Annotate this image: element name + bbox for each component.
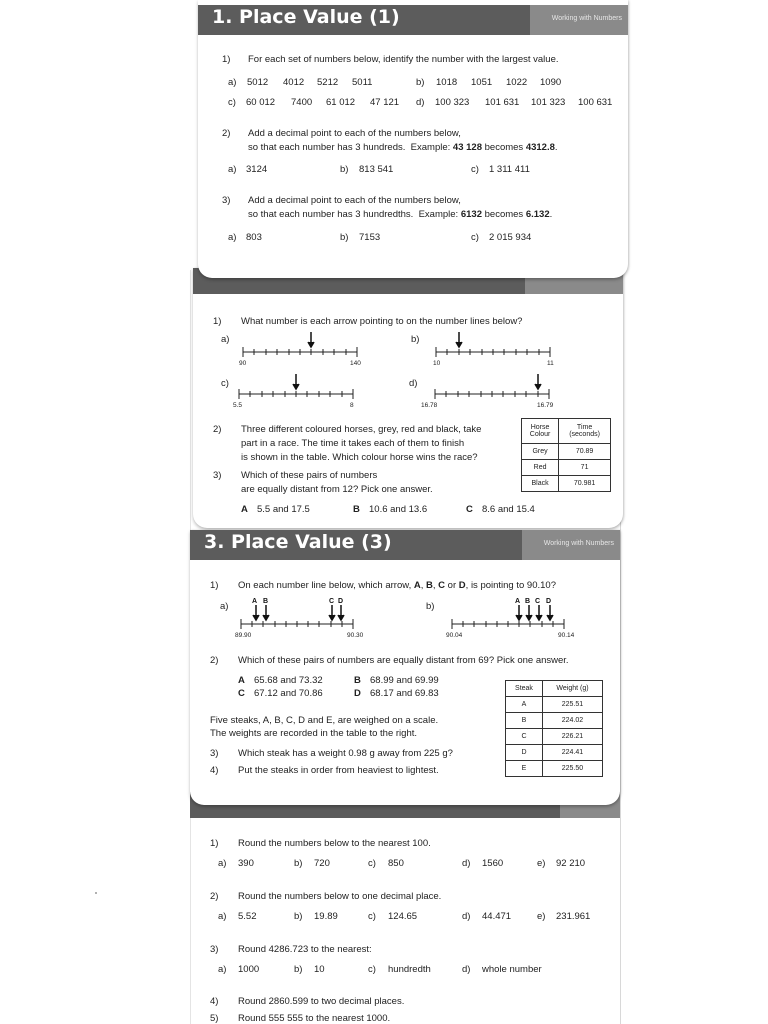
question-number: 1)	[213, 316, 222, 327]
arrow-label: B	[263, 598, 269, 605]
item-label: a)	[228, 77, 237, 88]
letter: B	[426, 580, 433, 591]
item-label: d)	[462, 911, 471, 922]
question-text: are equally distant from 12? Pick one answer.	[241, 484, 433, 495]
question-text-end: is pointing to 90.10?	[470, 580, 556, 591]
end-label: 90.14	[558, 632, 575, 639]
question-text: so that each number has 3 hundredths. Example: 6132 becomes 6.132.	[248, 209, 553, 220]
question-number: 1)	[210, 838, 219, 849]
table-cell: 71	[559, 460, 611, 476]
item-value: 7400	[291, 97, 313, 108]
option-letter: A	[241, 504, 248, 515]
item-value: 1018	[436, 77, 458, 88]
section-title: 1. Place Value (1)	[212, 6, 400, 28]
item-value: 1560	[482, 858, 504, 869]
column-header: Horse Colour	[522, 419, 559, 444]
question-number: 4)	[210, 765, 219, 776]
table-cell: Red	[522, 460, 559, 476]
end-label: 90.30	[347, 632, 364, 639]
arrow-icon	[308, 332, 314, 347]
scan-speck	[95, 892, 97, 894]
item-value: 100 631	[578, 97, 613, 108]
letter: D	[458, 580, 466, 591]
arrow-icon	[535, 374, 541, 389]
column-header: Time (seconds)	[559, 419, 611, 444]
item-value: 3124	[246, 164, 268, 175]
item-label: a)	[218, 858, 227, 869]
question-number: 4)	[210, 996, 219, 1007]
item-value: 100 323	[435, 97, 470, 108]
table-cell: Black	[522, 476, 559, 492]
option-text: 67.12 and 70.86	[254, 688, 323, 699]
table-cell: 225.51	[542, 697, 602, 713]
question-text: so that each number has 3 hundreds. Example: 43 128 becomes 4312.8.	[248, 142, 558, 153]
question-text-start: On each number line below, which arrow,	[238, 580, 412, 591]
start-label: 10	[433, 360, 441, 367]
question-text: Which of these pairs of numbers are equally distant from 69? Pick one answer.	[238, 655, 569, 666]
number-line	[430, 330, 560, 370]
arrow-label: D	[546, 598, 552, 605]
item-value: 720	[314, 858, 330, 869]
steak-weights-table	[505, 680, 603, 777]
number-line	[237, 330, 367, 370]
section-tag: Working with Numbers	[543, 540, 614, 547]
number-line-axis	[452, 619, 564, 629]
item-value: 813 541	[359, 164, 394, 175]
table-row	[506, 697, 603, 713]
option-letter: A	[238, 675, 245, 686]
question-number: 3)	[210, 748, 219, 759]
section-header	[190, 530, 620, 560]
question-text: Round the numbers below to the nearest 100.	[238, 838, 431, 849]
section-title: 3. Place Value (3)	[204, 531, 392, 553]
number-line	[421, 372, 561, 412]
option-letter: B	[353, 504, 360, 515]
table-cell: Grey	[522, 444, 559, 460]
item-value: 101 631	[485, 97, 520, 108]
table-row	[506, 729, 603, 745]
example-value: 43 128	[452, 142, 482, 153]
item-label: b)	[294, 858, 303, 869]
table-cell: C	[506, 729, 543, 745]
question-text: Put the steaks in order from heaviest to lightest.	[238, 765, 439, 776]
question-number: 2)	[222, 128, 231, 139]
end-label: 11	[547, 360, 554, 367]
number-line	[233, 372, 363, 412]
section-card	[198, 0, 628, 278]
intro-text: The weights are recorded in the table to the right.	[210, 728, 418, 739]
arrow-label: B	[525, 598, 531, 605]
arrows	[253, 605, 344, 620]
number-line-axis	[435, 389, 549, 399]
table-cell: 224.02	[542, 713, 602, 729]
item-value: 44.471	[482, 911, 512, 922]
item-label: b)	[340, 164, 349, 175]
question-number: 3)	[222, 195, 231, 206]
example-value: 6132	[460, 209, 482, 220]
item-value: 61 012	[326, 97, 356, 108]
item-label: d)	[462, 964, 471, 975]
item-value: 5011	[352, 77, 373, 88]
item-value: hundredth	[388, 964, 431, 975]
item-value: 4012	[283, 77, 305, 88]
item-label: d)	[409, 378, 418, 389]
option-letter: D	[354, 688, 361, 699]
table-cell: E	[506, 761, 543, 777]
item-label: a)	[218, 964, 227, 975]
table-cell: 224.41	[542, 745, 602, 761]
start-label: 89.90	[235, 632, 252, 639]
question-text: On each number line below, which arrow, A, B, C or D, is pointing to 90.10?	[238, 580, 556, 591]
question-number: 3)	[210, 944, 219, 955]
intro-text: Five steaks, A, B, C, D and E, are weighed on a scale.	[210, 715, 439, 726]
option-text: 10.6 and 13.6	[369, 504, 428, 515]
question-text: Which steak has a weight 0.98 g away from 225 g?	[238, 748, 453, 759]
option-text: 5.5 and 17.5	[257, 504, 310, 515]
section-card	[193, 268, 623, 528]
table-cell: 226.21	[542, 729, 602, 745]
number-line	[235, 596, 365, 639]
item-value: 231.961	[556, 911, 591, 922]
table-row	[506, 761, 603, 777]
arrow-label: A	[252, 598, 258, 605]
item-label: e)	[537, 858, 546, 869]
item-label: a)	[221, 334, 230, 345]
question-text: What number is each arrow pointing to on the number lines below?	[241, 316, 523, 327]
section-card	[190, 530, 620, 805]
item-value: 10	[314, 964, 325, 975]
question-number: 1)	[222, 54, 231, 65]
arrow-label: C	[329, 598, 335, 605]
item-value: 92 210	[556, 858, 586, 869]
option-text: 68.17 and 69.83	[370, 688, 439, 699]
item-label: b)	[416, 77, 425, 88]
table-row	[506, 745, 603, 761]
number-line	[446, 596, 576, 639]
item-label: b)	[294, 964, 303, 975]
arrow-icon	[293, 374, 299, 389]
number-line-axis	[243, 347, 357, 357]
question-text: Round the numbers below to one decimal place.	[238, 891, 442, 902]
item-label: c)	[368, 911, 376, 922]
question-text: Add a decimal point to each of the numbers below,	[248, 195, 461, 206]
table-row	[506, 713, 603, 729]
arrow-icon	[456, 332, 462, 347]
item-value: 1022	[506, 77, 528, 88]
end-label: 16.79	[537, 402, 554, 409]
question-text: Three different coloured horses, grey, red and black, take	[241, 424, 482, 435]
question-text: Round 4286.723 to the nearest:	[238, 944, 372, 955]
question-number: 1)	[210, 580, 219, 591]
arrow-label: A	[515, 598, 521, 605]
number-line-axis	[436, 347, 550, 357]
item-value: 19.89	[314, 911, 338, 922]
item-label: e)	[537, 911, 546, 922]
item-value: 1090	[540, 77, 562, 88]
end-label: 8	[350, 402, 354, 409]
table-header-row	[506, 681, 603, 697]
question-text: For each set of numbers below, identify the number with the largest value.	[248, 54, 559, 65]
option-text: 8.6 and 15.4	[482, 504, 535, 515]
column-header: Weight (g)	[542, 681, 602, 697]
question-number: 2)	[210, 655, 219, 666]
section-header	[198, 5, 628, 35]
item-label: c)	[368, 964, 376, 975]
column-header: Steak	[506, 681, 543, 697]
option-text: 68.99 and 69.99	[370, 675, 439, 686]
start-label: 5.5	[233, 402, 243, 409]
start-label: 90	[239, 360, 247, 367]
option-letter: C	[466, 504, 473, 515]
question-text: part in a race. The time it takes each of them to finish	[241, 438, 465, 449]
item-label: b)	[426, 601, 435, 612]
table-cell: B	[506, 713, 543, 729]
question-number: 2)	[213, 424, 222, 435]
item-value: 101 323	[531, 97, 566, 108]
example-answer: 4312.8	[525, 142, 555, 153]
table-row	[522, 444, 611, 460]
question-number: 3)	[213, 470, 222, 481]
item-label: a)	[228, 164, 237, 175]
item-value: 803	[246, 232, 262, 243]
arrows	[516, 605, 553, 620]
item-value: 5212	[317, 77, 339, 88]
table-cell: 70.89	[559, 444, 611, 460]
arrow-label: D	[338, 598, 344, 605]
item-value: 1 311 411	[489, 164, 530, 175]
item-label: d)	[416, 97, 425, 108]
example-answer: 6.132	[525, 209, 550, 220]
item-label: a)	[220, 601, 229, 612]
item-label: a)	[218, 911, 227, 922]
question-number: 5)	[210, 1013, 219, 1024]
item-value: 124.65	[388, 911, 418, 922]
table-row	[522, 476, 611, 492]
item-label: c)	[228, 97, 236, 108]
table-header-row	[522, 419, 611, 444]
item-value: 60 012	[246, 97, 276, 108]
letter: C	[438, 580, 446, 591]
item-value: 1000	[238, 964, 260, 975]
end-label: 140	[350, 360, 361, 367]
item-label: a)	[228, 232, 237, 243]
start-label: 16.78	[421, 402, 438, 409]
question-text: Round 2860.599 to two decimal places.	[238, 996, 405, 1007]
item-value: 47 121	[370, 97, 400, 108]
item-value: 5.52	[238, 911, 257, 922]
question-text: Add a decimal point to each of the numbers below,	[248, 128, 461, 139]
question-number: 2)	[210, 891, 219, 902]
item-value: 850	[388, 858, 404, 869]
table-cell: 225.50	[542, 761, 602, 777]
section-tag: Working with Numbers	[551, 15, 622, 22]
item-label: c)	[368, 858, 376, 869]
horse-times-table	[521, 418, 611, 492]
option-text: 65.68 and 73.32	[254, 675, 323, 686]
item-value: whole number	[482, 964, 542, 975]
table-row	[522, 460, 611, 476]
item-label: b)	[340, 232, 349, 243]
item-value: 7153	[359, 232, 381, 243]
number-line-axis	[239, 389, 353, 399]
item-label: c)	[471, 232, 479, 243]
number-line-axis	[241, 619, 353, 629]
item-label: c)	[471, 164, 479, 175]
item-value: 5012	[247, 77, 269, 88]
item-value: 1051	[471, 77, 493, 88]
item-label: b)	[411, 334, 420, 345]
item-label: c)	[221, 378, 229, 389]
item-value: 390	[238, 858, 254, 869]
item-label: d)	[462, 858, 471, 869]
start-label: 90.04	[446, 632, 463, 639]
question-text: Which of these pairs of numbers	[241, 470, 378, 481]
option-letter: B	[354, 675, 361, 686]
question-text: is shown in the table. Which colour horse wins the race?	[241, 452, 478, 463]
arrow-label: C	[535, 598, 541, 605]
table-cell: D	[506, 745, 543, 761]
table-cell: 70.981	[559, 476, 611, 492]
question-text: Round 555 555 to the nearest 1000.	[238, 1013, 391, 1024]
table-cell: A	[506, 697, 543, 713]
item-value: 2 015 934	[489, 232, 532, 243]
letter: A	[413, 580, 421, 591]
item-label: b)	[294, 911, 303, 922]
option-letter: C	[238, 688, 245, 699]
